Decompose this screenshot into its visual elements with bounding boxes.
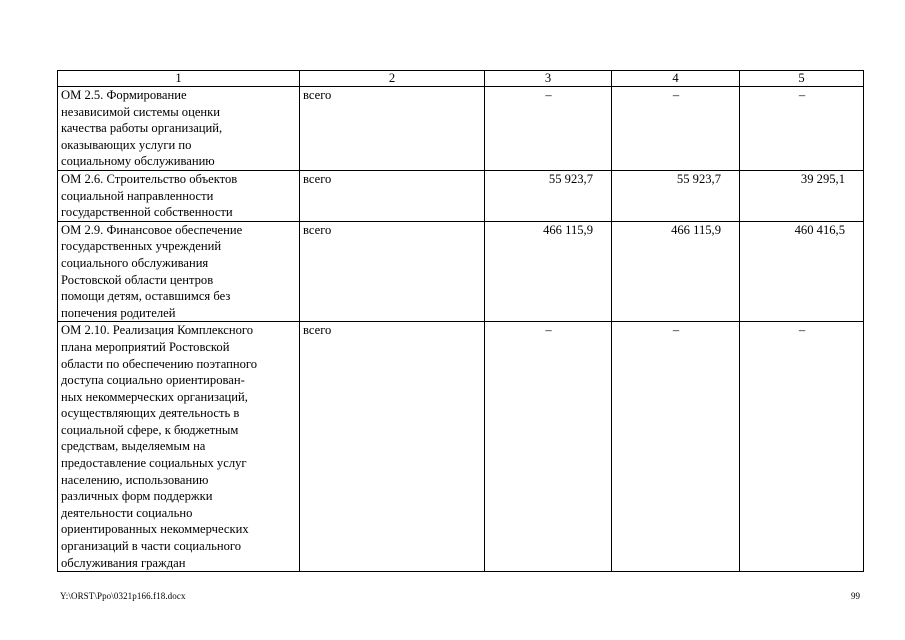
- table-row: [58, 322, 864, 572]
- footer-file-path: Y:\ORST\Ppo\0321p166.f18.docx: [60, 591, 186, 601]
- measure-name-cell: ОМ 2.9. Финансовое обеспечение государственных учреждений социального обслуживания Ростовской области центров помощи детям, оставшимся без попечения родителей: [58, 221, 300, 322]
- header-cell-1: 1: [58, 71, 300, 87]
- source-cell: всего: [300, 170, 485, 221]
- page-number: 99: [851, 591, 860, 601]
- value-cell-col5: –: [740, 322, 864, 572]
- value-cell-col3: 55 923,7: [485, 170, 612, 221]
- value-cell-col4: –: [612, 87, 740, 171]
- measure-name-cell: ОМ 2.6. Строительство объектов социальной направленности государственной собственности: [58, 170, 300, 221]
- measure-name-cell: ОМ 2.5. Формирование независимой системы оценки качества работы организаций, оказывающих услуги по социальному обслуживанию: [58, 87, 300, 171]
- header-cell-2: 2: [300, 71, 485, 87]
- source-cell: всего: [300, 221, 485, 322]
- measure-name-cell: ОМ 2.10. Реализация Комплексного плана мероприятий Ростовской области по обеспечению поэтапного доступа социально ориентирован- ных некоммерческих организаций, осуществляющих деятельность в социальной сфере, к бюджетным средствам, выделяемым на предоставление социальных услуг населению, использованию различных форм поддержки деятельности социально ориентированных некоммерческих организаций в части социального обслуживания граждан: [58, 322, 300, 572]
- value-cell-col5: –: [740, 87, 864, 171]
- value-cell-col5: 39 295,1: [740, 170, 864, 221]
- value-cell-col3: –: [485, 87, 612, 171]
- header-cell-3: 3: [485, 71, 612, 87]
- value-cell-col4: –: [612, 322, 740, 572]
- value-cell-col3: 466 115,9: [485, 221, 612, 322]
- table-row: [58, 170, 864, 221]
- table-row: [58, 87, 864, 171]
- table-row: [58, 221, 864, 322]
- header-cell-4: 4: [612, 71, 740, 87]
- header-cell-5: 5: [740, 71, 864, 87]
- source-cell: всего: [300, 322, 485, 572]
- value-cell-col3: –: [485, 322, 612, 572]
- data-table: [57, 70, 864, 572]
- table-header-row: [58, 71, 864, 87]
- value-cell-col4: 55 923,7: [612, 170, 740, 221]
- value-cell-col4: 466 115,9: [612, 221, 740, 322]
- value-cell-col5: 460 416,5: [740, 221, 864, 322]
- source-cell: всего: [300, 87, 485, 171]
